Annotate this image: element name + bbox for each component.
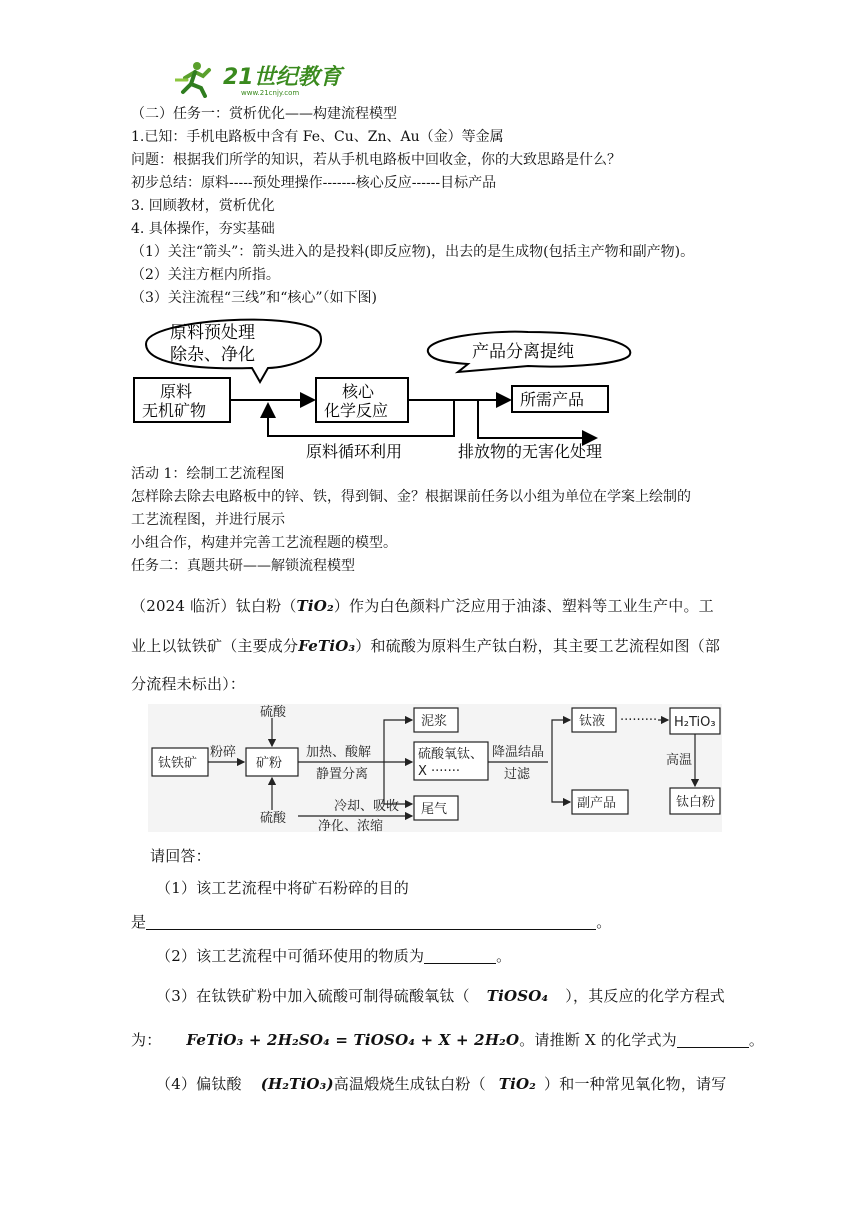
titanium-flow-diagram — [148, 704, 722, 832]
text-line: 1.已知：手机电路板中含有 Fe、Cu、Zn、Au（金）等金属 — [131, 129, 504, 145]
box-text: 无机矿物 — [142, 401, 207, 420]
question-text: 是 — [131, 913, 147, 931]
process-model-diagram — [128, 310, 648, 465]
text-line: （3）关注流程“三线”和“核心”（如下图) — [131, 290, 377, 306]
emission-label: 排放物的无害化处理 — [458, 442, 603, 461]
question-2 — [156, 946, 511, 966]
ti-liquid-label: 钛液 — [579, 714, 606, 729]
answer-blank[interactable] — [146, 913, 596, 930]
bubble-text: 原料预处理 — [170, 323, 255, 343]
question-text: ）和一种常见氧化物，请写 — [544, 1075, 727, 1093]
formula: FeTiO₃ — [298, 637, 356, 655]
high-temp-label: 高温 — [666, 753, 693, 768]
question-text: （3）在钛铁矿粉中加入硫酸可制得硫酸氧钛（ — [156, 987, 470, 1005]
question-text: 。 — [596, 913, 612, 931]
question-4 — [156, 1074, 726, 1094]
question-3 — [156, 986, 725, 1006]
question-text: ），其反应的化学方程式 — [565, 987, 725, 1005]
text-line: 怎样除去除去电路板中的锌、铁，得到铜、金？根据课前任务以小组为单位在学案上绘制的 — [131, 489, 691, 505]
text-line: 问题：根据我们所学的知识，若从手机电路板中回收金，你的大致思路是什么？ — [131, 152, 621, 168]
bubble-text: 产品分离提纯 — [472, 342, 574, 362]
formula: (H₂TiO₃) — [260, 1075, 334, 1093]
problem-text: （2024 临沂）钛白粉（ — [131, 597, 297, 615]
recycle-label: 原料循环利用 — [306, 442, 403, 461]
x-label: X ······· — [418, 764, 460, 779]
box-text: 化学反应 — [324, 401, 389, 420]
dots-label: ········· — [620, 713, 658, 728]
answer-blank[interactable] — [424, 947, 496, 964]
tio2-label: 钛白粉 — [676, 795, 716, 810]
logo-subtext: www.21cnjy.com — [241, 89, 300, 97]
crush-label: 粉碎 — [210, 745, 237, 760]
problem-text: 业上以钛铁矿（主要成分 — [131, 637, 299, 655]
byproduct-label: 副产品 — [577, 796, 617, 811]
runner-icon — [175, 62, 209, 96]
text-line: （2）关注方框内所指。 — [131, 267, 280, 283]
powder-label: 矿粉 — [256, 756, 283, 771]
box-text: 核心 — [342, 382, 375, 401]
text-line: 小组合作，构建并完善工艺流程题的模型。 — [131, 535, 397, 551]
text-line: 工艺流程图，并进行展示 — [131, 512, 285, 528]
logo-text: 21世纪教育 — [223, 65, 342, 90]
box-text: 原料 — [160, 382, 193, 401]
sulfuric-acid-label: 硫酸 — [260, 705, 287, 720]
question-1-blank-line — [131, 912, 611, 932]
question-text: 。 — [748, 1031, 765, 1049]
question-text: 高温煅烧生成钛白粉（ — [333, 1075, 486, 1093]
question-3-equation — [131, 1030, 764, 1050]
equation: FeTiO₃ + 2H₂SO₄ = TiOSO₄ + X + 2H₂O — [186, 1031, 520, 1049]
problem-line: 分流程未标出）： — [131, 675, 246, 693]
text-line: 3. 回顾教材，赏析优化 — [131, 198, 275, 214]
filter-label: 过滤 — [504, 767, 531, 782]
section-title: （二）任务一：赏析优化——构建流程模型 — [131, 106, 397, 122]
formula: TiOSO₄ — [486, 987, 549, 1005]
question-1: （1）该工艺流程中将矿石粉碎的目的 — [156, 879, 409, 897]
answer-intro: 请回答： — [150, 847, 211, 865]
gas-label: 尾气 — [421, 802, 448, 817]
problem-line — [131, 636, 720, 656]
formula: TiO₂ — [296, 597, 334, 615]
question-text: （4）偏钛酸 — [156, 1075, 242, 1093]
formula: TiO₂ — [498, 1075, 537, 1093]
problem-line — [131, 596, 714, 616]
tioso4-label: 硫酸氧钛、 — [418, 747, 484, 762]
separate-label: 静置分离 — [316, 767, 369, 782]
activity-title: 活动 1：绘制工艺流程图 — [131, 466, 285, 482]
ilmenite-label: 钛铁矿 — [158, 756, 198, 771]
question-text: 。请推断 X 的化学式为 — [519, 1031, 677, 1049]
sulfuric-acid-label: 硫酸 — [260, 811, 287, 826]
problem-text: ）和硫酸为原料生产钛白粉，其主要工艺流程如图（部 — [355, 637, 721, 655]
h2tio3-label: H₂TiO₃ — [674, 715, 716, 730]
text-line: （1）关注“箭头”：箭头进入的是投料(即反应物)，出去的是生成物(包括主产物和副产物)。 — [131, 244, 695, 260]
heat-label: 加热、酸解 — [306, 745, 372, 760]
bubble-text: 除杂、净化 — [170, 345, 255, 365]
text-line: 初步总结：原料-----预处理操作-------核心反应------目标产品 — [131, 175, 497, 191]
question-text: （2）该工艺流程中可循环使用的物质为 — [156, 947, 425, 965]
box-text: 所需产品 — [520, 390, 585, 409]
answer-blank[interactable] — [677, 1031, 749, 1048]
text-line: 4. 具体操作，夯实基础 — [131, 221, 275, 237]
problem-text: ）作为白色颜料广泛应用于油漆、塑料等工业生产中。工 — [333, 597, 714, 615]
cool-label: 冷却、吸收 — [334, 799, 400, 814]
mud-label: 泥浆 — [421, 714, 448, 729]
question-text: 为： — [131, 1031, 162, 1049]
purify-label: 净化、浓缩 — [318, 819, 384, 832]
logo — [175, 58, 345, 98]
task-title: 任务二：真题共研——解锁流程模型 — [131, 558, 355, 574]
crystallize-label: 降温结晶 — [492, 745, 545, 760]
question-text: 。 — [496, 947, 512, 965]
